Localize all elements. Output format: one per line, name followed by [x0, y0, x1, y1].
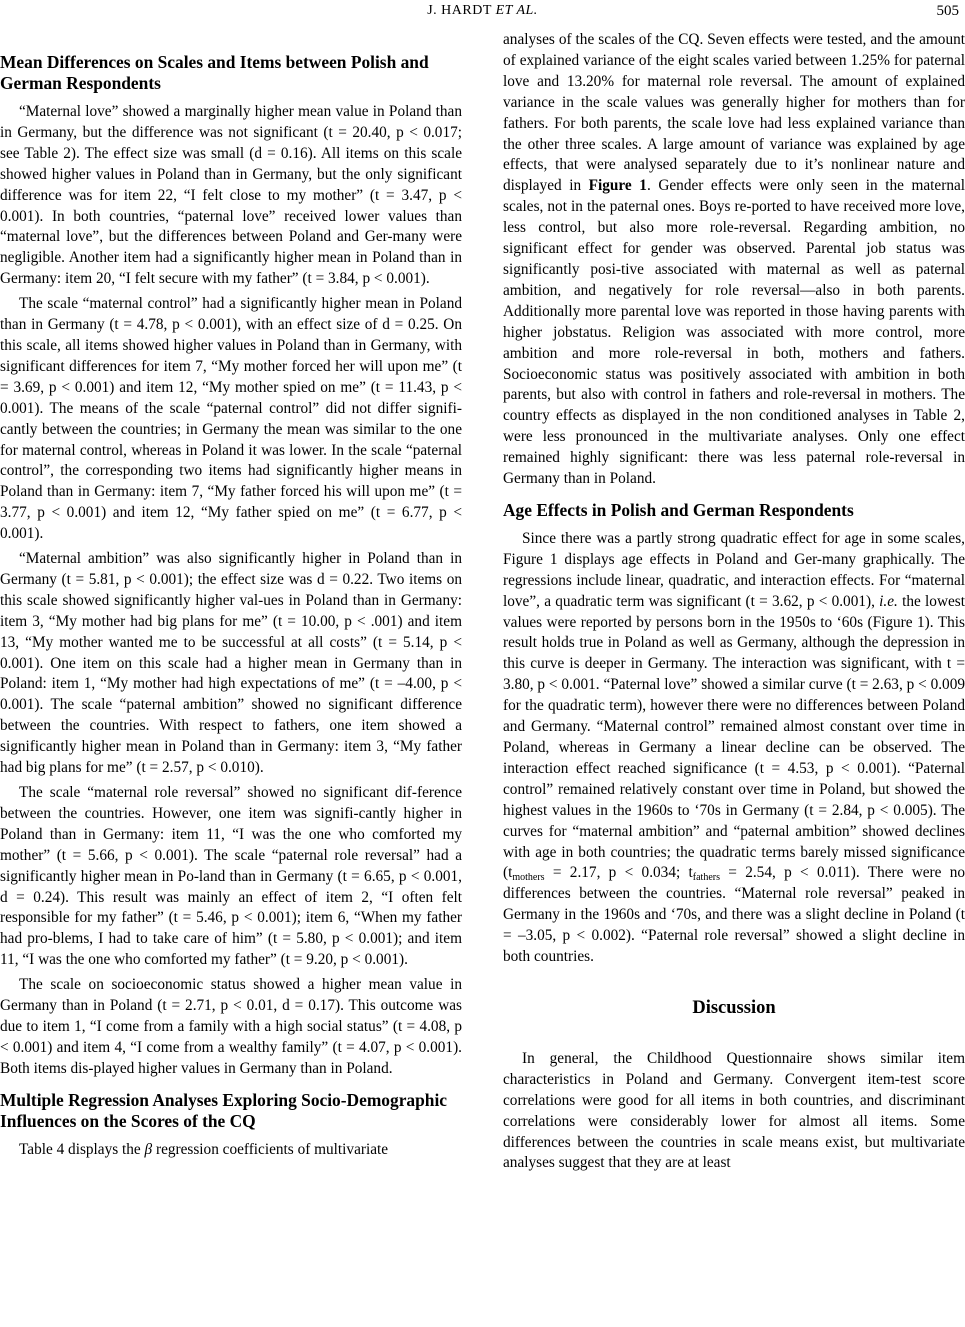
- subscript-mothers: mothers: [512, 872, 545, 884]
- section-heading-multiple-regression: Multiple Regression Analyses Exploring Socio-Demographic Influences on the Scores of the CQ: [0, 1089, 448, 1131]
- figure-1-reference: Figure 1: [588, 177, 647, 195]
- running-title-etal: ET AL.: [495, 3, 538, 18]
- regression-text-start: analyses of the scales of the CQ. Seven effects were tested, and the amount of explained variance of the eight scales varied between 1.25% for paternal love and 13.20% for maternal role reversal. The amount of explained variance in the scale values was generally higher for mothers than for fathers. For both parents, the scale love had less explained variance than the other three scales. A large amount of variance was explained by age effects, that were analysed separately due to it’s nonlinear nature and displayed in: [503, 31, 965, 195]
- age-effects-text-d: = 2.54, p < 0.011). There were no differences between the countries. “Maternal role reversal” peaked in Germany in the 1960s and ‘70s, and there was a slight decline in Poland (t = –3.05, p < 0.002). “Paternal role reversal” showed a slight decline in both countries.: [503, 864, 965, 966]
- age-effects-text-b: the lowest values were reported by persons born in the 1950s to ‘60s (Figure 1). This result holds true in Poland as well as Germany, although the depression in this curve is deeper in Germany. The interaction was significant, with t = 3.80, p < 0.001. “Paternal love” showed a similar curve (t = 2.63, p < 0.009 for the quadratic term), however there were no differences between Poland and Germany. “Maternal control” remained almost constant over time in Poland, whereas in Germany a linear decline can be observed. The interaction effect reached significance (t = 4.53, p < 0.001). “Paternal control” remained relatively constant over time in Poland, but showed the highest values in the 1960s to ‘70s in Germany (t = 2.84, p < 0.005). The curves for “maternal ambition” and “paternal ambition” showed declines with age in both countries; the quadratic terms barely missed significance (t: [503, 592, 965, 882]
- left-column: [0, 52, 462, 1165]
- paragraph-role-reversal: The scale “maternal role reversal” showed no significant dif-ference between the countries. However, one item was signifi-cantly higher in Poland than in Germany: item 11, “I was the one who comforted my mother” (t = 5.66, p < 0.001). The scale “paternal role reversal” had a significantly higher mean in Po-land than in Germany (t = 6.65, p < 0.001, d = 0.24). This result was mainly an effect of item 2, “I often felt responsible for my father” (t = 5.46, p < 0.001); item 6, “When my father had pro-blems, I had to take care of him” (t = 5.80, p < 0.001); and item 11, “I was the one who comforted my father” (t = 9.20, p < 0.001).: [0, 784, 462, 969]
- paragraph-regression-results: [503, 30, 965, 490]
- age-effects-text-c: = 2.17, p < 0.034; t: [544, 864, 693, 882]
- paragraph-age-effects: [503, 529, 965, 968]
- table4-intro-text-start: Table 4 displays the: [19, 1140, 145, 1158]
- beta-symbol: β: [144, 1140, 153, 1158]
- paragraph-socioeconomic-status: The scale on socioeconomic status showed a higher mean value in Germany than in Poland (t = 2.71, p < 0.01, d = 0.17). This outcome was due to item 1, “I come from a family with a high social status” (t = 4.08, p < 0.001) and item 4, “I come from a wealthy family” (t = 4.07, p < 0.001). Both items dis-played higher values in Germany than in Poland.: [0, 976, 462, 1077]
- running-title-authors: J. HARDT: [427, 3, 492, 18]
- paragraph-maternal-love: “Maternal love” showed a marginally higher mean value in Poland than in Germany, but the difference was not significant (t = 20.40, p < 0.017; see Table 2). The effect size was small (d = 0.16). All items on this scale showed higher values in Poland than in Germany, but the only significant difference was for item 22, “I felt close to my mother” (t = 3.47, p < 0.001). In both countries, “paternal love” received lower values than “maternal love”, but the differences between Poland and Ger-many were negligible. Another item had a significantly higher mean in Poland than in Germany: item 20, “I felt secure with my father” (t = 3.84, p < 0.001).: [0, 103, 462, 288]
- paragraph-maternal-ambition: “Maternal ambition” was also significantly higher in Poland than in Germany (t = 5.81, p < 0.001); the effect size was d = 0.22. Two items on this scale showed significantly higher val-ues in Poland than in Germany: item 3, “My mother had big plans for me” (t = 10.00, p < .001) and item 13, “My mother wanted me to be successful at all costs” (t = 5.14, p < 0.001). One item on this scale had a higher mean in Germany than in Poland: item 1, “My mother had high expectations of me” (t = –4.00, p < 0.001). The scale “paternal ambition” showed no significant difference between the countries. With respect to fathers, one item showed a significantly higher mean in Poland than in Germany: item 3, “My father had big plans for me” (t = 2.57, p < 0.010).: [0, 550, 462, 777]
- running-title: [0, 1, 965, 22]
- table4-intro-text-end: regression coefficients of multivariate: [152, 1140, 389, 1158]
- section-heading-age-effects: Age Effects in Polish and German Respondents: [503, 499, 854, 520]
- age-effects-text-a: Since there was a partly strong quadratic effect for age in some scales, Figure 1 displays age effects in Poland and Ger-many graphically. The regressions include linear, quadratic, and interaction effects. For “maternal love”, a quadratic term was significant (t = 3.62, p < 0.001),: [503, 529, 965, 610]
- paragraph-maternal-control: The scale “maternal control” had a significantly higher mean in Poland than in Germany (t = 4.78, p < 0.001), with an effect size of d = 0.25. On this scale, all items showed higher values in Poland than in Germany, with significant differences for item 7, “My mother forced her will upon me” (t = 3.69, p < 0.001) and item 12, “My mother spied on me” (t = 11.43, p < 0.001). The means of the scale “paternal control” did not differ signifi-cantly between the countries; in Germany the mean was similar to the one for maternal control, whereas in Poland it was lower. In the scale “paternal control”, the corresponding two items had significantly higher means in Poland than in Germany: item 7, “My father forced his will upon me” (t = 3.77, p < 0.001) and item 12, “My father spied on me” (t = 6.77, p < 0.001).: [0, 295, 462, 543]
- paragraph-discussion: In general, the Childhood Questionnaire shows similar item characteristics in Poland and Germany. Convergent item-test score correlations were good for all items in both countries, and discriminant correlations were considerably lower for almost all items. Some differences between the countries in scale means exist, but multivariate analyses suggest that they are at least: [503, 1049, 965, 1172]
- page-number: 505: [936, 3, 959, 19]
- running-header: [0, 0, 965, 24]
- right-column: [503, 30, 965, 1178]
- regression-text-end: . Gender effects were only seen in the maternal scales, not in the paternal ones. Boys re-ported to have received more love, less control, but also more role-reversal. Regarding ambition, no significant effect for gender was observed. Parental job status was significantly posi-tive associated with maternal as well as paternal ambition, and negatively for role reversal—also in both parents. Additionally more parental love was reported in those having parents with higher jobstatus. Religion was associated with more control, more ambition and more role-reversal in both, mothers and fathers. Socioeconomic status was positively associated with ambition in both parents, but also with control in fathers and role-reversal in mothers. The country effects as displayed in the non conditioned analyses in Table 2, were less pronounced in the multivariate analyses. Only one effect remained highly significant: there was less paternal role-reversal in Germany than in Poland.: [503, 177, 965, 488]
- section-heading-mean-differences: Mean Differences on Scales and Items between Polish and German Respondents: [0, 52, 429, 93]
- ie-abbreviation: i.e.: [879, 592, 898, 610]
- subscript-fathers: fathers: [692, 872, 720, 884]
- section-heading-discussion: Discussion: [692, 997, 776, 1018]
- paragraph-table4-intro: [0, 1140, 462, 1161]
